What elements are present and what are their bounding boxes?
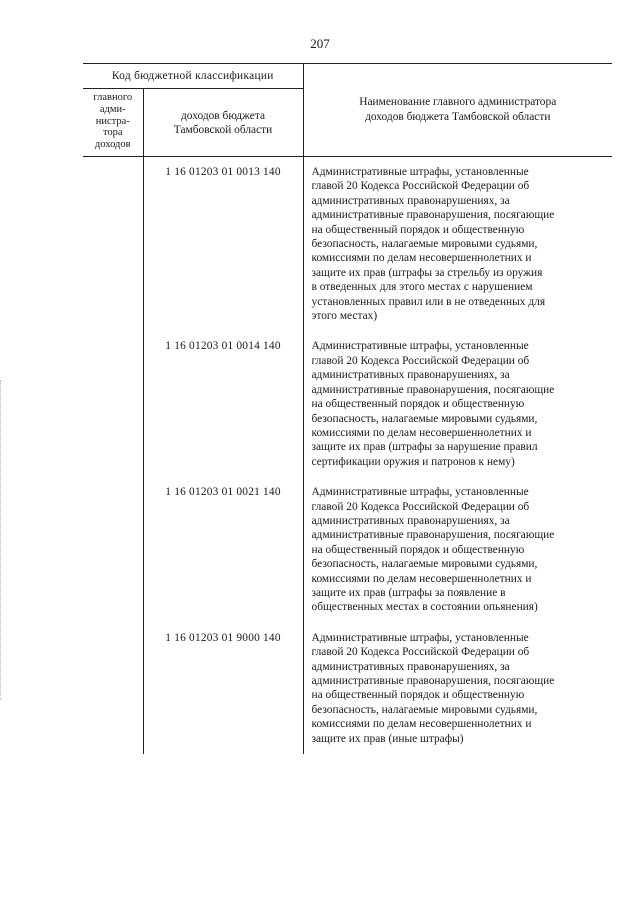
- income-code-cell: 1 16 01203 01 0021 140: [143, 477, 303, 623]
- table-row: [83, 157, 612, 332]
- income-code-cell: 1 16 01203 01 9000 140: [143, 623, 303, 754]
- income-code-cell: 1 16 01203 01 0013 140: [143, 157, 303, 332]
- administrator-name-text: Административные штрафы, установленные главой 20 Кодекса Российской Федерации об административных правонарушениях, за административные правонарушения, посягающие на общественный порядок и общественную безопасность, налагаемые мировыми судьями, комиссиями по делам несовершеннолетних и защите их прав (штрафы за стрельбу из оружия в отведенных для этого местах с нарушением установленных правил или в не отведенных для этого местах): [311, 166, 555, 323]
- admin-code-cell: [83, 157, 143, 332]
- table-row: [83, 331, 612, 477]
- header-admin-column: [83, 89, 143, 157]
- administrator-name-cell: [303, 157, 612, 332]
- header-admin-label: главного адми- нистра- тора доходов: [93, 92, 133, 151]
- admin-code-cell: [83, 623, 143, 754]
- budget-classification-table: [83, 63, 612, 754]
- header-code-group: Код бюджетной классификации: [83, 64, 303, 89]
- administrator-name-cell: [303, 477, 612, 623]
- administrator-name-cell: [303, 331, 612, 477]
- header-income-column: [143, 89, 303, 157]
- table-body: [83, 157, 612, 755]
- header-income-label: доходов бюджета Тамбовской области: [173, 109, 273, 136]
- administrator-name-text: Административные штрафы, установленные главой 20 Кодекса Российской Федерации об административных правонарушениях, за административные правонарушения, посягающие на общественный порядок и общественную безопасность, налагаемые мировыми судьями, комиссиями по делам несовершеннолетних и защите их прав (иные штрафы): [311, 631, 555, 745]
- page-number: 207: [310, 36, 330, 51]
- admin-code-cell: [83, 477, 143, 623]
- header-name-label: Наименование главного администратора доходов бюджета Тамбовской области: [359, 96, 557, 123]
- header-name-column: [303, 64, 612, 157]
- table-row: [83, 623, 612, 754]
- admin-code-cell: [83, 331, 143, 477]
- administrator-name-text: Административные штрафы, установленные главой 20 Кодекса Российской Федерации об административных правонарушениях, за административные правонарушения, посягающие на общественный порядок и общественную безопасность, налагаемые мировыми судьями, комиссиями по делам несовершеннолетних и защите их прав (штрафы за появление в общественных местах в состоянии опьянения): [311, 486, 555, 614]
- scan-edge-marks: [0, 380, 7, 700]
- administrator-name-cell: [303, 623, 612, 754]
- administrator-name-text: Административные штрафы, установленные главой 20 Кодекса Российской Федерации об административных правонарушениях, за административные правонарушения, посягающие на общественный порядок и общественную безопасность, налагаемые мировыми судьями, комиссиями по делам несовершеннолетних и защите их прав (штрафы за нарушение правил сертификации оружия и патронов к нему): [311, 340, 555, 468]
- table-row: [83, 477, 612, 623]
- income-code-cell: 1 16 01203 01 0014 140: [143, 331, 303, 477]
